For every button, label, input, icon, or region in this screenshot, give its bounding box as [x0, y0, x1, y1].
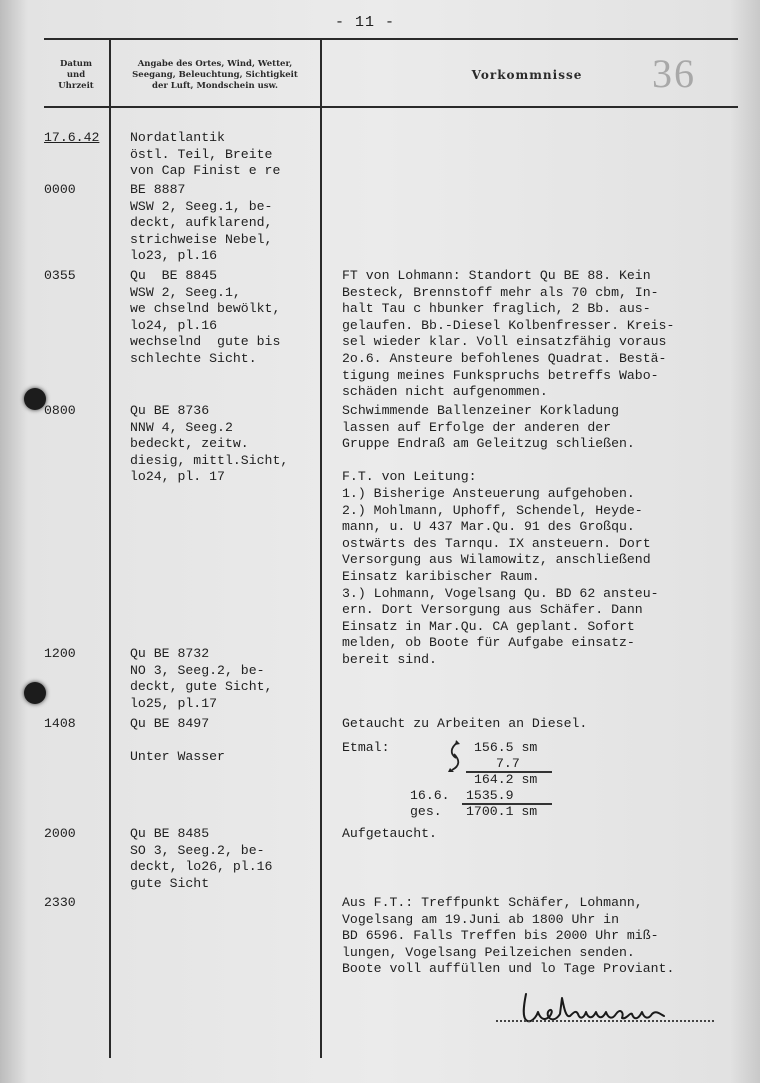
page-number: - 11 - — [334, 14, 395, 31]
etmal-total-label: ges. — [410, 804, 442, 819]
entry-time: 0355 — [44, 268, 76, 283]
entry-location: Nordatlantik östl. Teil, Breite von Cap Finist e re — [130, 130, 281, 179]
column-divider-1 — [109, 38, 111, 1058]
entry-location: Qu BE 8736 NNW 4, Seeg.2 bedeckt, zeitw. diesig, mittl.Sicht, lo24, pl. 17 — [130, 403, 289, 485]
column-divider-2 — [320, 38, 322, 1058]
signature-dotted-line — [496, 1020, 714, 1022]
entry-location: Qu BE 8497 Unter Wasser — [130, 716, 225, 765]
entry-time: 1200 — [44, 646, 76, 661]
entry-location: Qu BE 8485 SO 3, Seeg.2, be- deckt, lo26, pl.16 gute Sicht — [130, 826, 273, 891]
etmal-prev-value: 1535.9 — [466, 788, 514, 803]
punch-hole-upper — [24, 388, 46, 410]
header-events-column: Vorkommnisse — [471, 67, 583, 82]
entry-event: Aus F.T.: Treffpunkt Schäfer, Lohmann, Vogelsang am 19.Juni ab 1800 Uhr in BD 6596. Falls Treffen bis 2000 Uhr miß- lungen, Vogelsang Peilzeichen senden. Boote voll auffüllen und lo Tage Proviant. — [342, 895, 675, 977]
header-bottom-rule — [44, 106, 738, 108]
entry-time: 2330 — [44, 895, 76, 910]
header-date-column: Datum und Uhrzeit — [58, 58, 94, 91]
etmal-prev-label: 16.6. — [410, 788, 450, 803]
entry-time: 2000 — [44, 826, 76, 841]
entry-event: Aufgetaucht. — [342, 826, 437, 841]
page-stamp-number: 36 — [652, 51, 696, 96]
header-location-column: Angabe des Ortes, Wind, Wetter, Seegang, Beleuchtung, Sichtigkeit der Luft, Mondschein usw. — [132, 58, 298, 91]
entry-location: Qu BE 8732 NO 3, Seeg.2, be- deckt, gute Sicht, lo25, pl.17 — [130, 646, 273, 711]
entry-time: 1408 — [44, 716, 76, 731]
entry-location: BE 8887 WSW 2, Seeg.1, be- deckt, aufklarend, strichweise Nebel, lo23, pl.16 — [130, 182, 273, 264]
entry-time: 0000 — [44, 182, 76, 197]
entry-event: Schwimmende Ballenzeiner Korkladung lassen auf Erfolge der anderen der Gruppe Endraß am Geleitzug schließen. F.T. von Leitung: 1.) Bisherige Ansteuerung aufgehoben. 2.) Mohlmann, Uphoff, Schendel, Heyde- mann, u. U 437 Mar.Qu. 91 des Großqu. ostwärts des Tarnqu. IX ansteuern. Dort Versorgung aus Wilamowitz, anschließend Einsatz karibischer Raum. 3.) Lohmann, Vogelsang Qu. BD 62 ansteu- ern. Dort Versorgung aus Schäfer. Dann Einsatz in Mar.Qu. CA geplant. Sofort melden, ob Boote für Aufgabe einsatz- bereit sind. — [342, 403, 659, 667]
etmal-subtotal: 164.2 sm — [474, 772, 538, 787]
etmal-total-value: 1700.1 sm — [466, 804, 538, 819]
entry-location: Qu BE 8845 WSW 2, Seeg.1, we chselnd bewölkt, lo24, pl.16 wechselnd gute bis schlechte Sicht. — [130, 268, 281, 366]
etmal-value-1: 156.5 sm — [474, 740, 538, 755]
handwritten-signature — [520, 990, 720, 1030]
punch-hole-lower — [24, 682, 46, 704]
entry-event: Getaucht zu Arbeiten an Diesel. — [342, 716, 588, 731]
etmal-label: Etmal: — [342, 740, 390, 755]
entry-event: FT von Lohmann: Standort Qu BE 88. Kein Besteck, Brennstoff mehr als 70 cbm, In- halt Tau c hbunker fraglich, 2 Bb. aus- gelaufen. Bb.-Diesel Kolbenfresser. Kreis- sel wieder klar. Voll einsatzfähig voraus 2o.6. Ansteure befohlenes Quadrat. Bestä- tigung meines Funkspruchs betreffs Wabo- schäden nicht aufgenommen. — [342, 268, 675, 400]
etmal-value-2: 7.7 — [496, 756, 520, 771]
entry-date: 17.6.42 — [44, 130, 100, 145]
entry-time: 0800 — [44, 403, 76, 418]
table-top-rule — [44, 38, 738, 40]
etmal-arrows-icon — [444, 738, 466, 774]
